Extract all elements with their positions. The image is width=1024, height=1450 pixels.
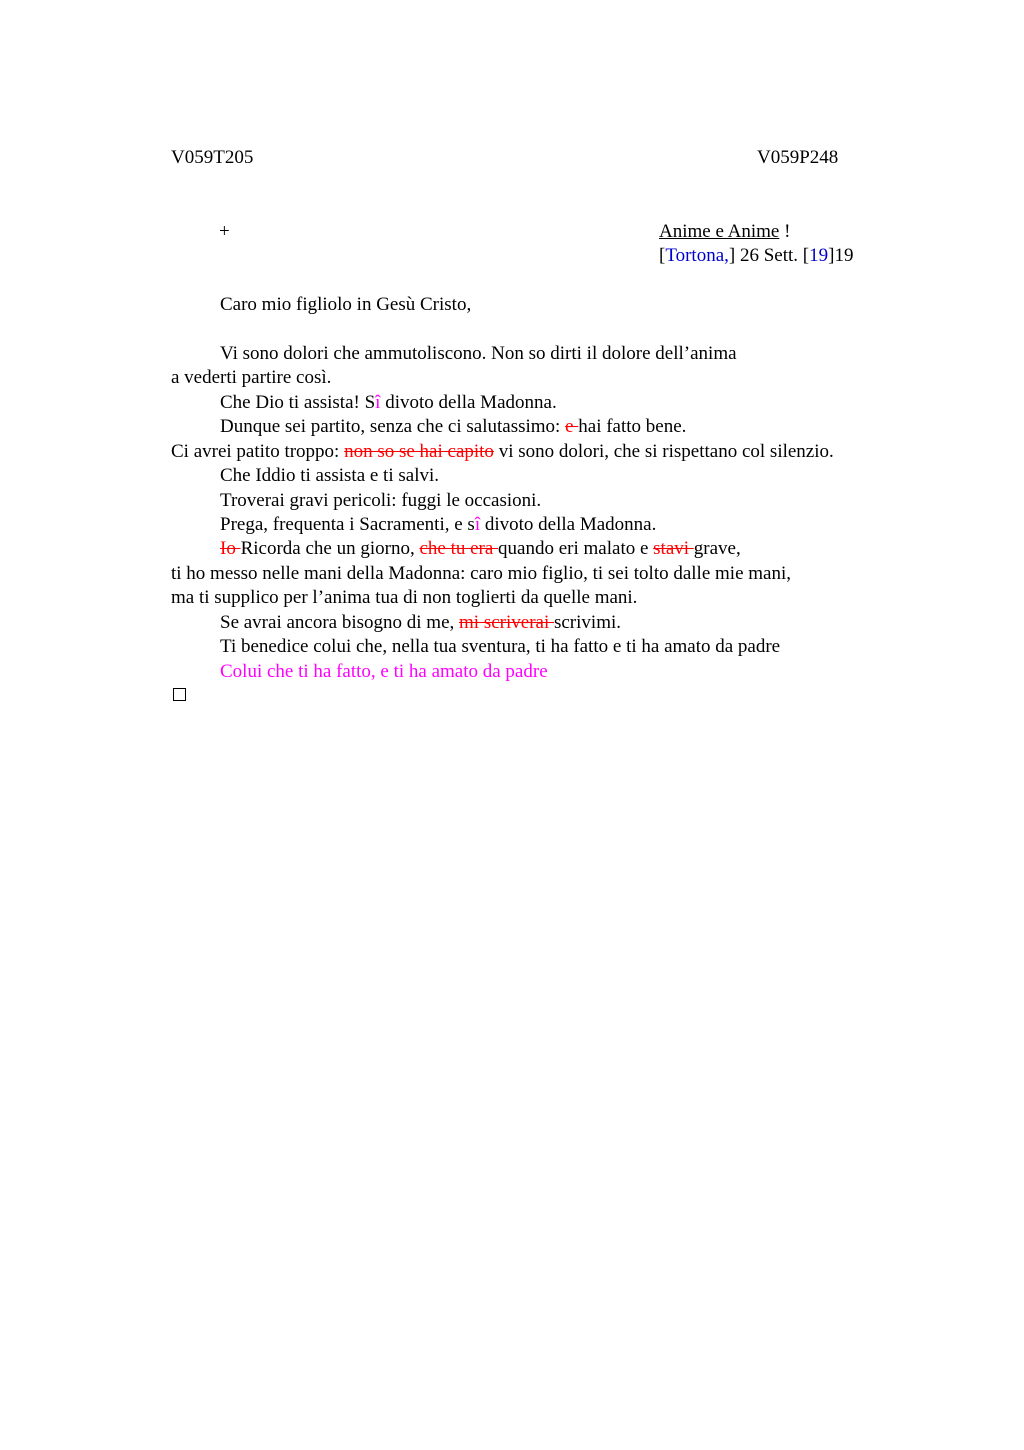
dateline-year: ]19 <box>828 245 854 266</box>
text-run: Ricorda che un giorno, <box>240 538 420 559</box>
dateline-place: Tortona, <box>665 245 729 266</box>
dateline-bracket: [ <box>659 245 666 266</box>
text-run: Ci avrei patito troppo: <box>171 441 345 462</box>
body-line: Che Iddio ti assista e ti salvi. <box>220 465 440 486</box>
body-line <box>220 415 686 439</box>
text-run: hai fatto bene. <box>578 416 687 437</box>
dateline-century: 19 <box>809 245 829 266</box>
deletion: che tu era <box>419 538 499 559</box>
body-line <box>171 440 834 464</box>
dateline-day: 26 Sett. <box>735 245 803 266</box>
body-line: ti ho messo nelle mani della Madonna: caro mio figlio, ti sei tolto dalle mie mani, <box>171 563 792 584</box>
title-text: Anime e Anime <box>659 221 780 242</box>
body-line <box>220 391 557 415</box>
document-code-left: V059T205 <box>171 147 254 168</box>
deletion: Io <box>220 538 241 559</box>
text-run: quando eri malato e <box>498 538 654 559</box>
insertion: î <box>474 514 481 535</box>
body-line: Ti benedice colui che, nella tua sventura, ti ha fatto e ti ha amato da padre <box>220 636 781 657</box>
deletion: mi scriverai <box>459 612 554 633</box>
cross-mark: + <box>219 221 230 242</box>
letter-title <box>659 220 790 244</box>
document-code-right: V059P248 <box>757 147 839 168</box>
body-line <box>220 537 741 561</box>
text-run: divoto della Madonna. <box>480 514 657 535</box>
deletion: non so se hai capito <box>344 441 494 462</box>
title-exclaim: ! <box>784 221 791 242</box>
deletion: stavi <box>653 538 694 559</box>
deletion: e <box>565 416 579 437</box>
end-marker-box <box>173 688 186 701</box>
inserted-line: Colui che ti ha fatto, e ti ha amato da padre <box>220 661 548 682</box>
insertion: î <box>375 392 381 413</box>
dateline-bracket: [ <box>802 245 810 266</box>
body-line <box>220 611 621 635</box>
text-run: Se avrai ancora bisogno di me, <box>220 612 460 633</box>
text-run: divoto della Madonna. <box>380 392 557 413</box>
body-line <box>220 513 656 537</box>
dateline <box>659 244 853 268</box>
salutation: Caro mio figliolo in Gesù Cristo, <box>220 294 472 315</box>
body-line: Troverai gravi pericoli: fuggi le occasioni. <box>220 490 542 511</box>
text-run: grave, <box>693 538 741 559</box>
text-run: Che Dio ti assista! S <box>220 392 376 413</box>
dateline-bracket: ] <box>728 245 736 266</box>
body-line: ma ti supplico per l’anima tua di non toglierti da quelle mani. <box>171 587 638 608</box>
text-run: Dunque sei partito, senza che ci salutassimo: <box>220 416 566 437</box>
text-run: Prega, frequenta i Sacramenti, e s <box>220 514 475 535</box>
text-run: scrivimi. <box>553 612 622 633</box>
text-run: vi sono dolori, che si rispettano col silenzio. <box>493 441 834 462</box>
body-line: a vederti partire così. <box>171 367 332 388</box>
body-line: Vi sono dolori che ammutoliscono. Non so dirti il dolore dell’anima <box>220 343 737 364</box>
